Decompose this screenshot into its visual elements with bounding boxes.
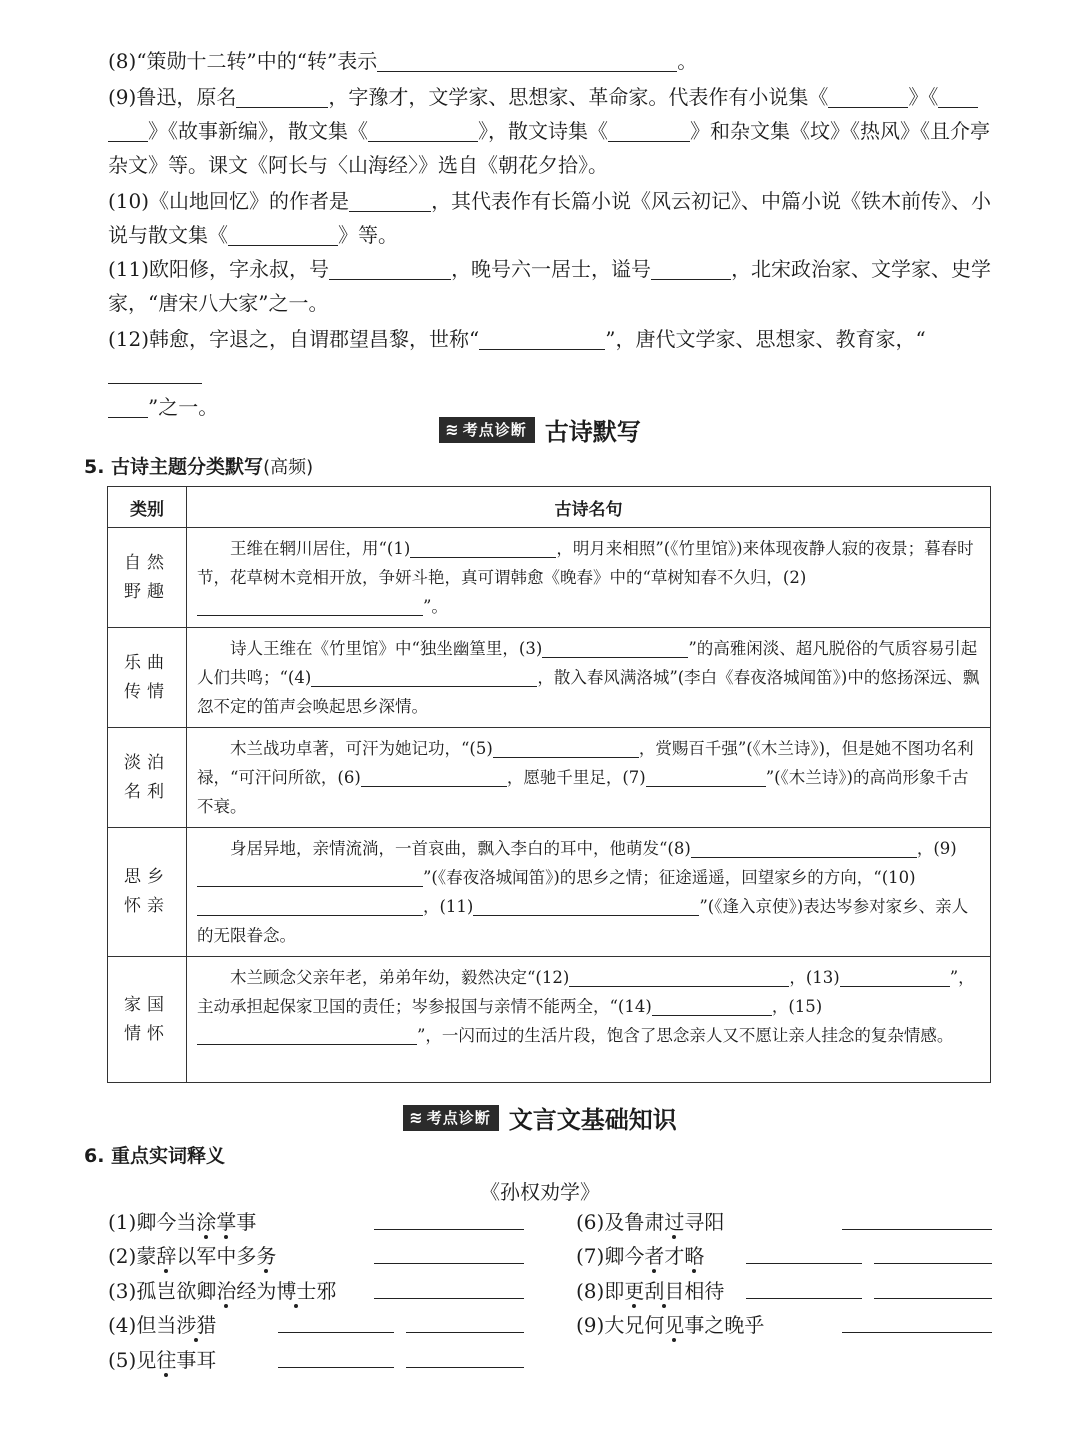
- section-header-classical: [0, 1100, 1080, 1135]
- question-8: (8)“策勋十二转”中的“转”表示 。: [108, 49, 698, 73]
- answer-blank[interactable]: [410, 537, 556, 558]
- table-row: [108, 728, 991, 828]
- table-row: [108, 828, 991, 957]
- answer-blank[interactable]: [842, 1209, 992, 1230]
- poem-text-cell: 木兰战功卓著，可汗为她记功，“(5) ，赏赐百千强”(《木兰诗》)，但是她不图功名利禄，“可汗问所欲，(6) ，愿驰千里足，(7) ”(《木兰诗》)的高尚形象千古不衰。: [187, 728, 991, 828]
- table-header-row: [108, 487, 991, 528]
- section-title: 古诗默写: [544, 418, 641, 446]
- answer-blank[interactable]: [278, 1347, 394, 1368]
- task-6-title: 6. 重点实词释义: [84, 1145, 226, 1167]
- answer-blank[interactable]: [108, 363, 202, 384]
- vocab-item: (2)蒙辞以军中多务: [108, 1239, 528, 1273]
- answer-blank[interactable]: [197, 1024, 417, 1045]
- answer-blank[interactable]: [493, 737, 639, 758]
- answer-blank[interactable]: [646, 766, 766, 787]
- question-9: (9)鲁迅，原名 ，字豫才，文学家、思想家、革命家。代表作有小说集《 》《 》《故事新编》，散文集《 》，散文诗集《 》和杂文集《坟》《热风》《且介亭杂文》等。课文《阿长与〈山海经〉》选自《朝花夕拾》。: [108, 85, 990, 177]
- answer-blank[interactable]: [374, 1278, 524, 1299]
- vocab-item: (7)卿今者才略: [576, 1239, 994, 1273]
- table-row: [108, 628, 991, 728]
- category-cell: 自然 野趣: [108, 528, 187, 628]
- answer-blank[interactable]: [651, 259, 731, 280]
- poem-text-cell: 木兰顾念父亲年老，弟弟年幼，毅然决定“(12) ，(13) ”，主动承担起保家卫国的责任；岑参报国与亲情不能两全，“(14) ，(15)”，一闪而过的生活片段，饱含了思念亲人又不愿让亲人挂念的复杂情感。: [187, 957, 991, 1083]
- answer-blank[interactable]: [108, 121, 148, 142]
- answer-blank[interactable]: [828, 87, 908, 108]
- vocab-item: (8)即更刮目相待: [576, 1274, 994, 1308]
- answer-blank[interactable]: [228, 225, 338, 246]
- answer-blank[interactable]: [569, 966, 789, 987]
- answer-blank[interactable]: [542, 637, 688, 658]
- vocab-item: (9)大兄何见事之晚乎: [576, 1308, 994, 1342]
- answer-blank[interactable]: [874, 1243, 992, 1264]
- answer-blank[interactable]: [368, 121, 478, 142]
- section-title: 文言文基础知识: [508, 1106, 677, 1134]
- vocab-item: (4)但当涉猎: [108, 1308, 528, 1342]
- answer-blank[interactable]: [329, 259, 451, 280]
- answer-blank[interactable]: [473, 895, 699, 916]
- category-cell: 思乡 怀亲: [108, 828, 187, 957]
- answer-blank[interactable]: [361, 766, 507, 787]
- table-row: [108, 957, 991, 1083]
- answer-blank[interactable]: [479, 329, 605, 350]
- question-11: (11)欧阳修，字永叔，号 ，晚号六一居士，谥号 ，北宋政治家、文学家、史学家，“唐宋八大家”之一。: [108, 257, 992, 315]
- answer-blank[interactable]: [608, 121, 690, 142]
- vocab-item: (1)卿今当涂掌事: [108, 1205, 528, 1239]
- question-12: (12)韩愈，字退之，自谓郡望昌黎，世称“ ”，唐代文学家、思想家、教育家，“ ”之一。: [108, 327, 926, 419]
- answer-blank[interactable]: [691, 837, 917, 858]
- answer-blank[interactable]: [840, 966, 950, 987]
- question-10: (10)《山地回忆》的作者是 ，其代表作有长篇小说《风云初记》、中篇小说《铁木前传》、小说与散文集《 》等。: [108, 189, 992, 247]
- section-header-poetry: [0, 412, 1080, 447]
- answer-blank[interactable]: [652, 995, 772, 1016]
- column-header-lines: 古诗名句: [187, 487, 991, 528]
- vocab-item: (6)及鲁肃过寻阳: [576, 1205, 994, 1239]
- category-cell: 家国 情怀: [108, 957, 187, 1083]
- wave-icon: ≋: [409, 1107, 424, 1127]
- answer-blank[interactable]: [236, 87, 328, 108]
- answer-blank[interactable]: [377, 51, 677, 72]
- answer-blank[interactable]: [406, 1312, 524, 1333]
- task-5-title: 5. 古诗主题分类默写(高频): [84, 456, 314, 478]
- vocab-item: (5)见往事耳: [108, 1343, 528, 1377]
- answer-blank[interactable]: [349, 191, 431, 212]
- poem-text-cell: 王维在辋川居住，用“(1) ，明月来相照”(《竹里馆》)来体现夜静人寂的夜景；暮春时节，花草树木竞相开放，争妍斗艳，真可谓韩愈《晚春》中的“草树知春不久归，(2)”。: [187, 528, 991, 628]
- answer-blank[interactable]: [311, 666, 537, 687]
- poem-table: [107, 486, 991, 1083]
- table-row: [108, 528, 991, 628]
- category-cell: 淡泊 名利: [108, 728, 187, 828]
- poem-text-cell: 诗人王维在《竹里馆》中“独坐幽篁里，(3) ”的高雅闲淡、超凡脱俗的气质容易引起人们共鸣；“(4) ，散入春风满洛城”(李白《春夜洛城闻笛》)中的悠扬深远、飘忽不定的笛声会唤起思乡深情。: [187, 628, 991, 728]
- exam-point-tag: ≋ 考点诊断: [403, 1105, 498, 1131]
- answer-blank[interactable]: [197, 595, 423, 616]
- category-cell: 乐曲 传情: [108, 628, 187, 728]
- answer-blank[interactable]: [746, 1278, 862, 1299]
- column-header-category: 类别: [108, 487, 187, 528]
- answer-blank[interactable]: [278, 1312, 394, 1333]
- answer-blank[interactable]: [842, 1312, 992, 1333]
- lesson-title: 《孙权劝学》: [480, 1180, 600, 1204]
- wave-icon: ≋: [445, 419, 460, 439]
- answer-blank[interactable]: [197, 866, 423, 887]
- answer-blank[interactable]: [938, 87, 978, 108]
- vocab-item: (3)孤岂欲卿治经为博士邪: [108, 1274, 528, 1308]
- answer-blank[interactable]: [374, 1243, 524, 1264]
- answer-blank[interactable]: [406, 1347, 524, 1368]
- answer-blank[interactable]: [374, 1209, 524, 1230]
- answer-blank[interactable]: [197, 895, 423, 916]
- poem-text-cell: 身居异地，亲情流淌，一首哀曲，飘入李白的耳中，他萌发“(8) ，(9)”(《春夜洛城闻笛》)的思乡之情；征途遥遥，回望家乡的方向，“(10)，(11) ”(《逢入京使》)表达岑参对家乡、亲人的无限眷念。: [187, 828, 991, 957]
- answer-blank[interactable]: [746, 1243, 862, 1264]
- answer-blank[interactable]: [874, 1278, 992, 1299]
- exam-point-tag: ≋ 考点诊断: [439, 417, 534, 443]
